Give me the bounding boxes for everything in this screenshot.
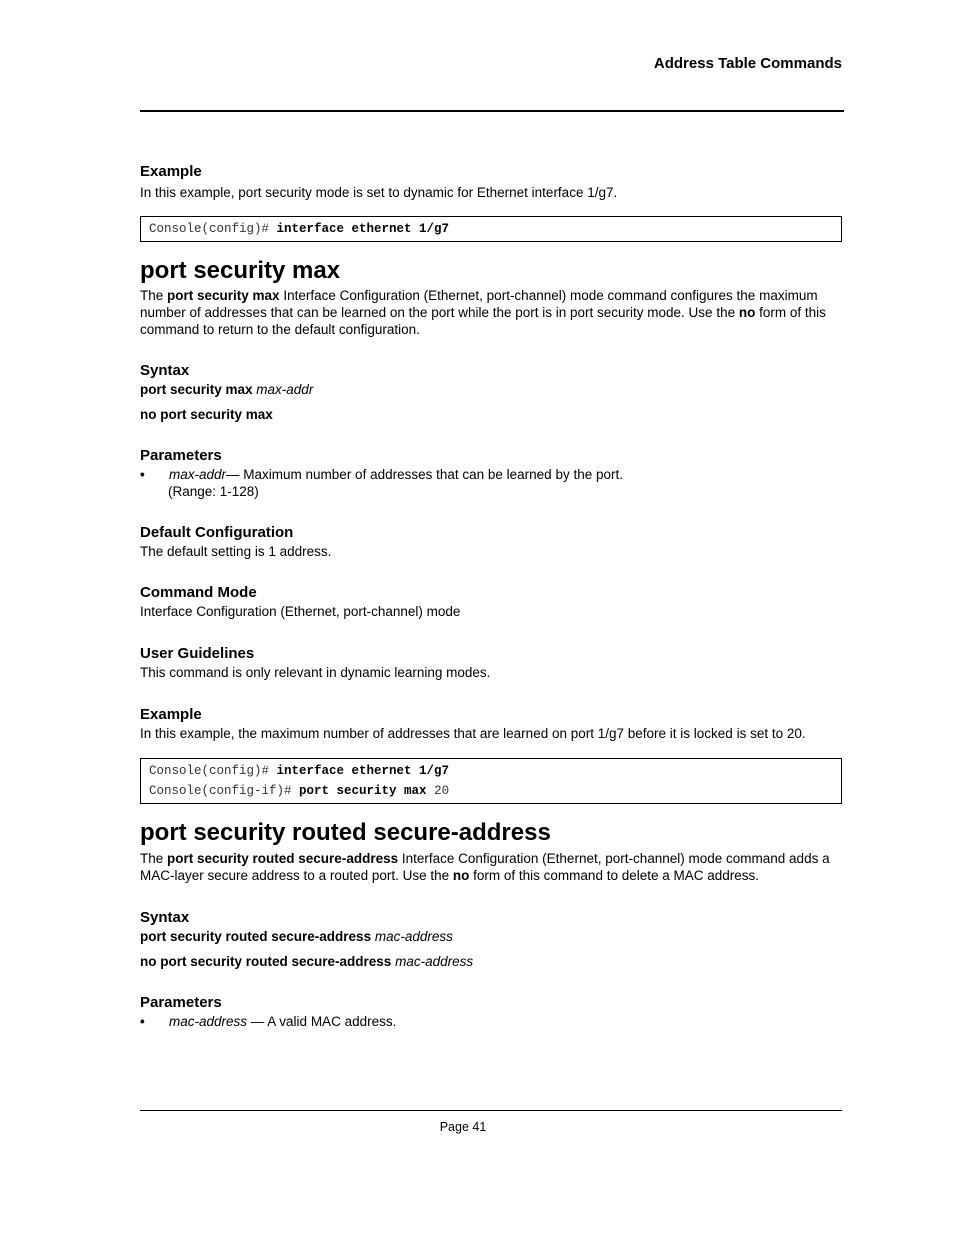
example-text: In this example, port security mode is set to dynamic for Ethernet interface 1/g7.: [140, 185, 618, 200]
example-text: In this example, the maximum number of addresses that are learned on port 1/g7 before it is locked is set to 20.: [140, 726, 806, 741]
syntax-argument: mac-address: [395, 954, 474, 969]
intro-command: port security max: [167, 288, 280, 303]
bullet: •: [140, 1014, 145, 1029]
intro-text: Interface Configuration (Ethernet, port-channel) mode command configures the maximum number of addresses that can be learned on the port while the port is in port security mode. Use the: [140, 288, 818, 320]
syntax-command: no port security max: [140, 407, 273, 422]
section-intro: [140, 287, 842, 338]
parameters-heading: Parameters: [140, 447, 222, 464]
code-prompt: Console(config)#: [149, 222, 277, 236]
intro-command: port security routed secure-address: [167, 851, 399, 866]
code-command: port security max: [299, 784, 427, 798]
code-line: [149, 219, 833, 239]
intro-no-keyword: no: [738, 305, 756, 320]
section-title: port security max: [140, 257, 341, 284]
parameter-item: [140, 1013, 842, 1030]
header-rule: [140, 110, 844, 112]
parameter-name: max-addr: [169, 467, 227, 482]
code-line: [149, 761, 833, 781]
code-prompt: Console(config)#: [149, 764, 277, 778]
syntax-line: [140, 381, 842, 398]
command-mode-text: Interface Configuration (Ethernet, port-channel) mode: [140, 604, 461, 619]
syntax-argument: mac-address: [374, 929, 453, 944]
example-heading: Example: [140, 163, 202, 180]
intro-text: form of this command to return to the default configuration.: [140, 305, 826, 337]
bullet: •: [140, 467, 145, 482]
intro-no-keyword: no: [452, 868, 470, 883]
intro-text: The: [140, 851, 168, 866]
intro-text: form of this command to delete a MAC address.: [469, 868, 760, 883]
code-argument: 20: [426, 784, 450, 798]
page-number: Page 41: [439, 1120, 487, 1134]
user-guidelines-heading: User Guidelines: [140, 645, 255, 662]
code-command: interface ethernet 1/g7: [276, 222, 450, 236]
syntax-command: no port security routed secure-address: [140, 954, 396, 969]
default-configuration-heading: Default Configuration: [140, 524, 294, 541]
parameter-name: mac-address: [169, 1014, 248, 1029]
parameter-item: [140, 466, 842, 483]
syntax-command: port security routed secure-address: [140, 929, 375, 944]
section-intro: [140, 850, 842, 884]
section-title: port security routed secure-address: [140, 819, 551, 846]
footer-rule: [140, 1110, 842, 1111]
parameter-description: — Maximum number of addresses that can be learned by the port.: [226, 467, 623, 482]
intro-text: The: [140, 288, 168, 303]
parameter-description: — A valid MAC address.: [247, 1014, 397, 1029]
code-prompt: Console(config-if)#: [149, 784, 300, 798]
code-command: interface ethernet 1/g7: [276, 764, 450, 778]
syntax-command: port security max: [140, 382, 257, 397]
parameters-heading: Parameters: [140, 994, 222, 1011]
command-mode-heading: Command Mode: [140, 584, 257, 601]
running-header: Address Table Commands: [653, 55, 842, 72]
syntax-line: [140, 406, 842, 423]
intro-text: Interface Configuration (Ethernet, port-channel) mode command adds a MAC-layer secure address to a routed port. Use the: [140, 851, 830, 883]
page-content: [140, 162, 842, 1030]
syntax-argument: max-addr: [256, 382, 314, 397]
code-line: [149, 781, 833, 801]
parameter-range: (Range: 1-128): [168, 484, 259, 499]
syntax-line: [140, 953, 842, 970]
syntax-heading: Syntax: [140, 909, 190, 926]
syntax-line: [140, 928, 842, 945]
syntax-heading: Syntax: [140, 362, 190, 379]
user-guidelines-text: This command is only relevant in dynamic learning modes.: [140, 665, 491, 680]
code-block: [140, 758, 842, 804]
default-configuration-text: The default setting is 1 address.: [140, 544, 332, 559]
example-heading: Example: [140, 706, 202, 723]
code-block: [140, 216, 842, 242]
